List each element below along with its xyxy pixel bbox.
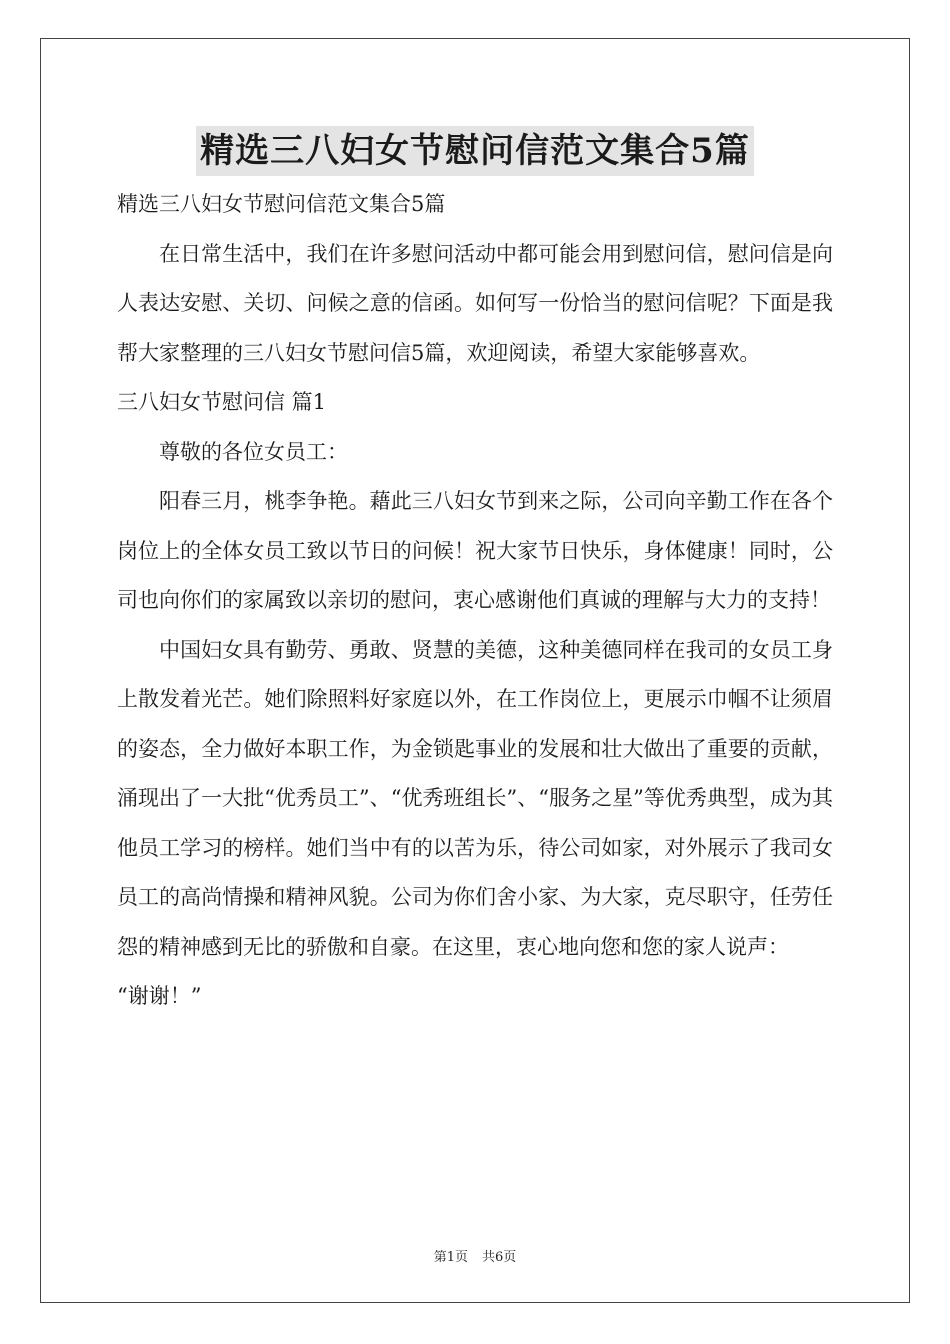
document-title-row <box>0 126 950 176</box>
paragraph: 三八妇女节慰问信 篇1 <box>117 390 327 414</box>
paragraph: 阳春三月，桃李争艳。藉此三八妇女节到来之际，公司向辛勤工作在各个岗位上的全体女员工致以节日的问候！祝大家节日快乐，身体健康！同时，公司也向你们的家属致以亲切的慰问，衷心感谢他们真诚的理解与大力的支持！ <box>117 489 833 612</box>
document-body <box>117 180 833 1022</box>
paragraph: 中国妇女具有勤劳、勇敢、贤慧的美德，这种美德同样在我司的女员工身上散发着光芒。她们除照料好家庭以外，在工作岗位上，更展示巾帼不让须眉的姿态，全力做好本职工作，为金锁匙事业的发展和壮大做出了重要的贡献，涌现出了一大批“优秀员工”、“优秀班组长”、“服务之星”等优秀典型，成为其他员工学习的榜样。她们当中有的以苦为乐，待公司如家，对外展示了我司女员工的高尚情操和精神风貌。公司为你们舍小家、为大家，克尽职守，任劳任怨的精神感到无比的骄傲和自豪。在这里，衷心地向您和您的家人说声： <box>117 637 833 959</box>
paragraph: 精选三八妇女节慰问信范文集合5篇 <box>117 192 446 216</box>
document-title: 精选三八妇女节慰问信范文集合5篇 <box>196 126 754 176</box>
paragraph: “谢谢！” <box>117 984 202 1008</box>
paragraph: 尊敬的各位女员工： <box>159 439 348 464</box>
page-number: 第1页 <box>433 1250 468 1265</box>
paragraph: 在日常生活中，我们在许多慰问活动中都可能会用到慰问信，慰问信是向人表达安慰、关切、问候之意的信函。如何写一份恰当的慰问信呢？下面是我帮大家整理的三八妇女节慰问信5篇，欢迎阅读，希望大家能够喜欢。 <box>117 241 833 365</box>
page-total: 共6页 <box>482 1250 517 1265</box>
page-footer <box>0 1246 950 1265</box>
